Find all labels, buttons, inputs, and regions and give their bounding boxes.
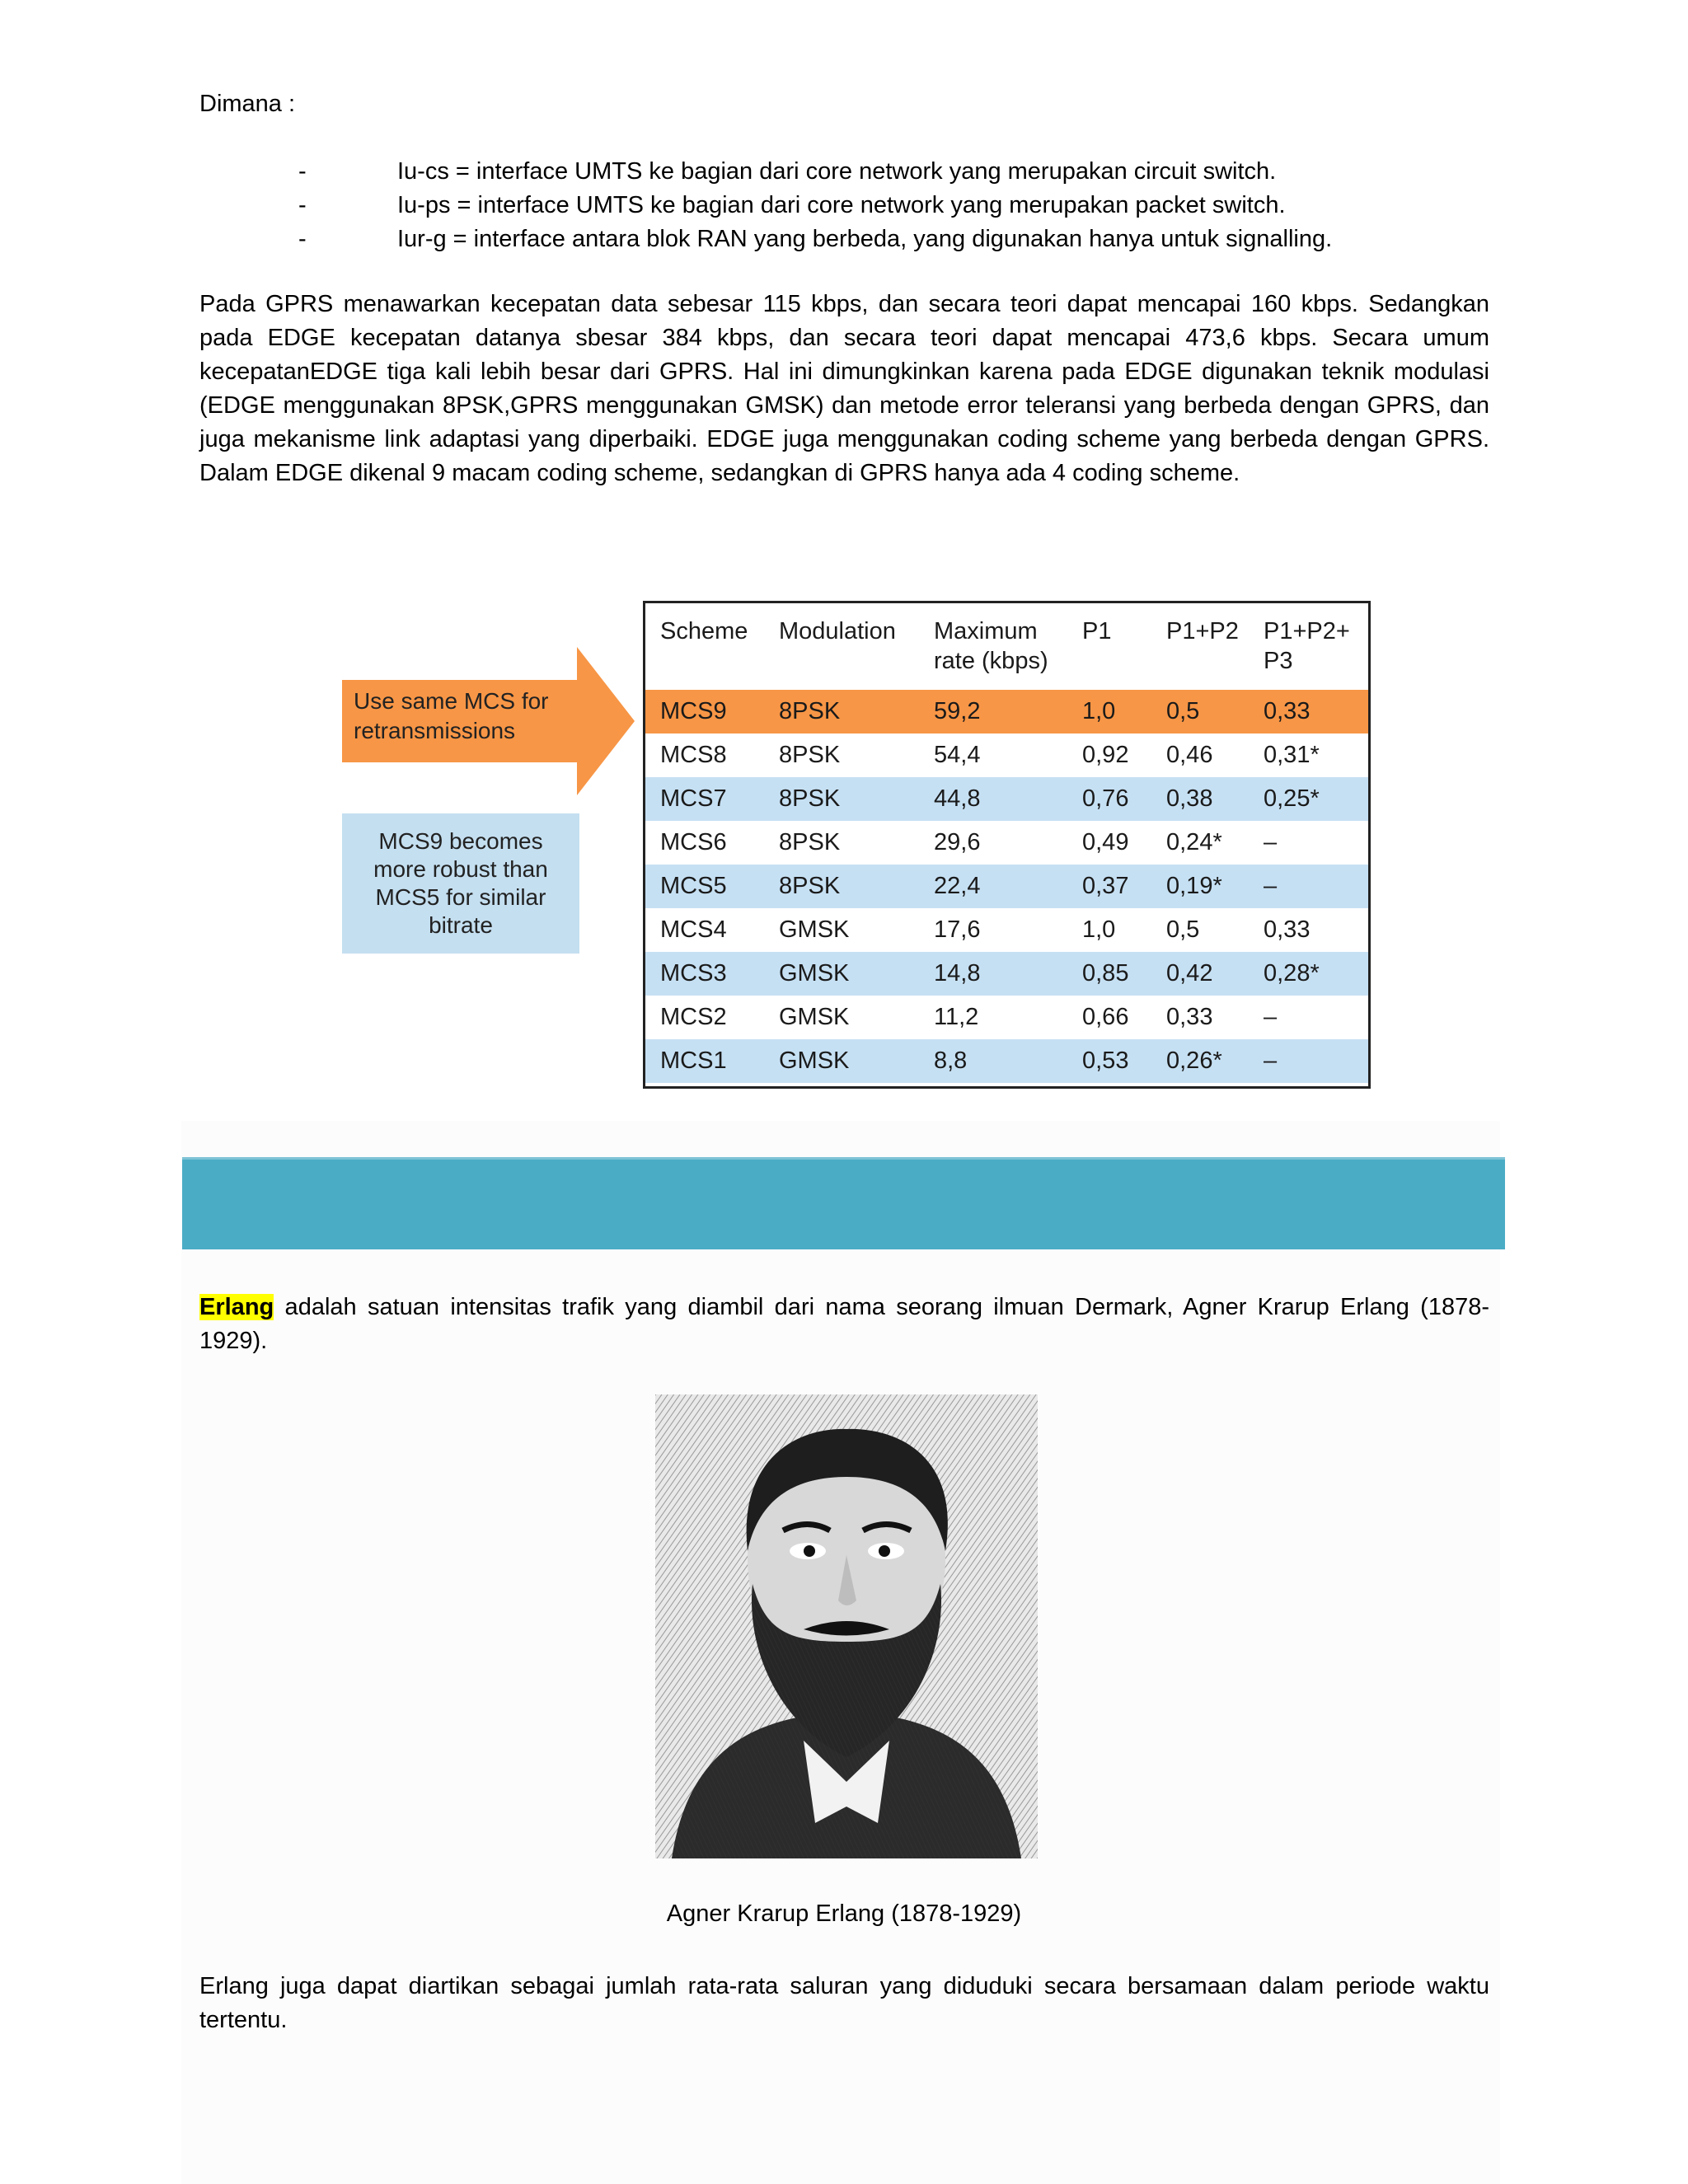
cell-modulation: 8PSK xyxy=(779,785,841,812)
bullet-dash: - xyxy=(298,158,307,185)
list-item-text: Iu-cs = interface UMTS ke bagian dari core network yang merupakan circuit switch. xyxy=(397,158,1277,185)
cell-p1-p2-p3: 0,28* xyxy=(1264,960,1320,987)
header-scheme: Scheme xyxy=(660,618,748,644)
cell-modulation: GMSK xyxy=(779,1004,850,1030)
table-row xyxy=(645,865,1368,908)
cell-scheme: MCS6 xyxy=(660,829,727,855)
cell-p1-p2-p3: 0,25* xyxy=(1264,785,1320,812)
header-p1: P1 xyxy=(1082,618,1112,644)
cell-rate: 59,2 xyxy=(934,698,981,724)
cell-p1: 0,85 xyxy=(1082,960,1129,987)
cell-scheme: MCS3 xyxy=(660,960,727,987)
cell-modulation: 8PSK xyxy=(779,829,841,855)
cell-scheme: MCS7 xyxy=(660,785,727,812)
cell-p1: 0,53 xyxy=(1082,1047,1129,1074)
cell-p1-p2: 0,38 xyxy=(1166,785,1213,812)
cell-rate: 11,2 xyxy=(934,1004,979,1030)
table-header xyxy=(645,603,1368,690)
table-body xyxy=(645,690,1368,1083)
list-item-text: Iur-g = interface antara blok RAN yang berbeda, yang digunakan hanya untuk signalling. xyxy=(397,226,1333,252)
cell-modulation: 8PSK xyxy=(779,742,841,768)
cell-modulation: GMSK xyxy=(779,960,850,987)
list-item xyxy=(199,155,1485,189)
cell-p1-p2-p3: 0,33 xyxy=(1264,916,1311,943)
cell-p1-p2: 0,46 xyxy=(1166,742,1213,768)
list-item xyxy=(199,189,1485,223)
erlang-definition: adalah satuan intensitas trafik yang diambil dari nama seorang ilmuan Dermark, Agner Krarup Erlang (1878-1929). xyxy=(199,1294,1489,1354)
section-band xyxy=(182,1157,1505,1249)
arrow-label: Use same MCS for retransmissions xyxy=(354,688,549,743)
cell-p1: 0,66 xyxy=(1082,1004,1129,1030)
table-row xyxy=(645,821,1368,865)
list-item-text: Iu-ps = interface UMTS ke bagian dari core network yang merupakan packet switch. xyxy=(397,192,1286,218)
bullet-dash: - xyxy=(298,192,307,218)
cell-p1-p2: 0,33 xyxy=(1166,1004,1213,1030)
table-row xyxy=(645,996,1368,1039)
cell-p1: 0,92 xyxy=(1082,742,1129,768)
cell-modulation: 8PSK xyxy=(779,698,841,724)
cell-p1-p2: 0,24* xyxy=(1166,829,1222,855)
cell-scheme: MCS5 xyxy=(660,873,727,899)
header-max-rate: Maximum rate (kbps) xyxy=(934,618,1048,674)
cell-scheme: MCS1 xyxy=(660,1047,727,1074)
paragraph-erlang-definition: Erlang juga dapat diartikan sebagai jumlah rata-rata saluran yang diduduki secara bersamaan dalam periode waktu tertentu. xyxy=(199,1973,1489,2033)
cell-p1-p2: 0,19* xyxy=(1166,873,1222,899)
portrait-caption: Agner Krarup Erlang (1878-1929) xyxy=(666,1900,1022,1927)
table-row xyxy=(645,777,1368,821)
cell-scheme: MCS2 xyxy=(660,1004,727,1030)
cell-p1-p2-p3: 0,33 xyxy=(1264,698,1311,724)
dimana-label: Dimana : xyxy=(199,91,296,117)
bullet-dash: - xyxy=(298,226,307,252)
cell-modulation: GMSK xyxy=(779,916,850,943)
cell-p1-p2: 0,5 xyxy=(1166,698,1200,724)
cell-rate: 17,6 xyxy=(934,916,981,943)
list-item xyxy=(199,223,1485,256)
cell-p1: 1,0 xyxy=(1082,916,1116,943)
cell-p1-p2: 0,26* xyxy=(1166,1047,1222,1074)
note-text: MCS9 becomes more robust than MCS5 for similar bitrate xyxy=(373,828,548,938)
cell-p1-p2: 0,42 xyxy=(1166,960,1213,987)
paragraph-erlang xyxy=(199,1291,1489,1358)
cell-scheme: MCS4 xyxy=(660,916,727,943)
cell-p1: 0,76 xyxy=(1082,785,1129,812)
note-box xyxy=(342,813,579,954)
erlang-portrait xyxy=(655,1394,1038,1858)
table-row xyxy=(645,952,1368,996)
table-row xyxy=(645,733,1368,777)
cell-p1-p2-p3: – xyxy=(1264,873,1278,899)
cell-rate: 14,8 xyxy=(934,960,981,987)
table-row xyxy=(645,690,1368,733)
cell-p1: 0,37 xyxy=(1082,873,1129,899)
cell-modulation: GMSK xyxy=(779,1047,850,1074)
mcs-table xyxy=(643,601,1371,1089)
cell-modulation: 8PSK xyxy=(779,873,841,899)
header-modulation: Modulation xyxy=(779,618,896,644)
mcs-figure xyxy=(342,598,1372,1092)
cell-p1: 0,49 xyxy=(1082,829,1129,855)
definition-list xyxy=(199,155,1485,256)
cell-rate: 8,8 xyxy=(934,1047,968,1074)
paragraph-gprs-edge: Pada GPRS menawarkan kecepatan data sebesar 115 kbps, dan secara teori dapat mencapai 160 kbps. Sedangkan pada EDGE kecepatan datanya sbesar 384 kbps, dan secara teori dapat mencapai 473,6 kbps. Secara umum kecepatanEDGE tiga kali lebih besar dari GPRS. Hal ini dimungkinkan karena pada EDGE digunakan teknik modulasi (EDGE menggunakan 8PSK,GPRS menggunakan GMSK) dan metode error teleransi yang berbeda dengan GPRS, dan juga mekanisme link adaptasi yang diperbaiki. EDGE juga menggunakan coding scheme yang berbeda dengan GPRS. Dalam EDGE dikenal 9 macam coding scheme, sedangkan di GPRS hanya ada 4 coding scheme. xyxy=(199,291,1489,486)
cell-scheme: MCS9 xyxy=(660,698,727,724)
cell-p1-p2: 0,5 xyxy=(1166,916,1200,943)
cell-p1-p2-p3: – xyxy=(1264,829,1278,855)
table-row xyxy=(645,1039,1368,1083)
header-p1-p2-p3: P1+P2+ P3 xyxy=(1264,618,1350,674)
cell-p1-p2-p3: – xyxy=(1264,1047,1278,1074)
table-row xyxy=(645,908,1368,952)
erlang-highlight: Erlang xyxy=(199,1294,274,1320)
cell-p1-p2-p3: – xyxy=(1264,1004,1278,1030)
cell-p1-p2-p3: 0,31* xyxy=(1264,742,1320,768)
cell-rate: 44,8 xyxy=(934,785,981,812)
cell-rate: 29,6 xyxy=(934,829,981,855)
cell-rate: 54,4 xyxy=(934,742,981,768)
header-p1-p2: P1+P2 xyxy=(1166,618,1239,644)
cell-p1: 1,0 xyxy=(1082,698,1116,724)
cell-scheme: MCS8 xyxy=(660,742,727,768)
cell-rate: 22,4 xyxy=(934,873,981,899)
